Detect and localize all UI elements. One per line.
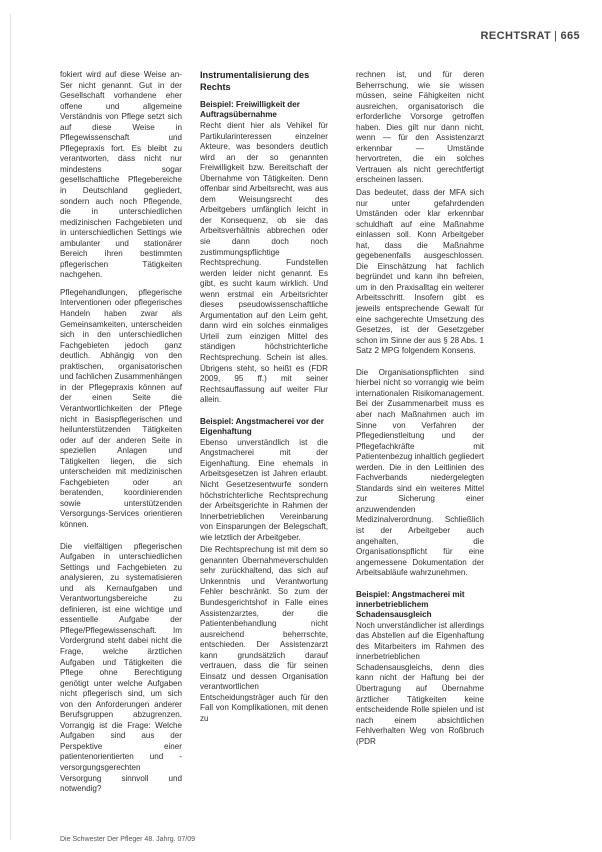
page-edge <box>10 14 11 840</box>
paragraph: Noch unverständlicher ist allerdings das Abstellen auf die Eigenhaftung des Mitarbeiters im Rahmen des innerbetrieblichen Schadensausgleichs, denn dies kann nicht der Haftung bei der Übertragung auf Übernahme ärztlicher Tätigkeiten keine entscheidende Rolle spielen und ist nach einem absichtlichen Fehlverhalten Weg von Roßbruch (PDR <box>356 620 484 746</box>
paragraph: Die Organisationspflichten sind hierbei nicht so vorrangig wie beim internationalen Risikomanagement. Bei der Zusammenarbeit muss es aber nach Maßnahmen auch im Sinne von Verfahren der Pflegedienstleitung und der Pflegefachkräfte mit Patientenbezug inhaltlich gegliedert werden. Die in den Leitlinien des Fachverbands niedergelegten Standards sind ein weiteres Mittel zur Sicherung einer anzuwendenden Medizinalverordnung. Schließlich ist der Arbeitgeber auch angehalten, die Organisationspflicht für eine angemessene Dokumentation der Arbeitsabläufe wahrzunehmen. <box>356 367 484 578</box>
paragraph: Ebenso unverständlich ist die Angstmacherei mit der Eigenhaftung. Eine ehemals in Arbeitsgesetzen ist Jahren erlaubt. Nicht Gesetzesentwurfe sondern höchstrichterliche Rechtsprechung der Arbeitsgerichte in Rahmen der Innerbetrieblichen Vereinbarung von Einsparungen der Belegschaft, wie letztlich der Arbeitgeber. <box>200 437 328 542</box>
section-title: RECHTSRAT <box>480 30 552 42</box>
column-3 <box>356 70 484 754</box>
paragraph: fokiert wird auf diese Weise an-Ser nicht genannt. Gut in der Gesellschaft vorhandene eher offene und allgemeine Verständnis von Pflege setzt sich auf diese Weise in Pflegewissenschaft und Pflegepraxis fort. Es bleibt zu verantworten, dass nicht nur mindestens sogar gesellschaftliche Pflegebereiche in Deutschland gegliedert, sondern auch noch Pflegende, die in unterschiedlichen medizinischen Fachgebieten und in unterschiedlichen Settings wie ambulanter und stationärer Bereich ihren bestimmten pflegerischen Tätigkeiten nachgehen. <box>60 70 182 280</box>
paragraph: Recht dient hier als Vehikel für Partikularinteressen einzelner Akteure, was besonders deutlich wird an der so genannten Freiwilligkeit bzw. Bereitschaft der Übernahme von Tätigkeiten. Denn offenbar sind Arbeitsrecht, was aus dem Weisungsrecht des Arbeitgebers umfänglich leicht in der Konsequenz, ob sie das Arbeitsverhältnis abbrechen oder sie dann doch noch zustimmungspflichtige Rechtsprechung. Fundstellen werden leider nicht genannt. Es gibt, es sucht kaum wirklich. Und wenn erstmal ein Arbeitsrichter dieses pseudowissenschaftliche Argumentation auf den Leim geht, dann wird ein solches einmaliges Urteil zum einzigen Mittel des ständigen höchstrichterliche Rechtsprechung. Schein ist alles. Übrigens steht, so heißt es (FDR 2009, 95 ff.) mit seiner Rechtsauffassung auf weiter Flur allein. <box>200 121 328 405</box>
header-separator: | <box>554 30 558 42</box>
page-number: 665 <box>560 30 580 42</box>
running-header <box>481 30 580 42</box>
section-heading: Beispiel: Angstmacherei vor der Eigenhaftung <box>200 416 324 436</box>
section-heading: Beispiel: Angstmacherei mit innerbetrieblichem Schadensausgleich <box>356 589 465 619</box>
article-subtitle: Instrumentalisierung des Rechts <box>200 70 310 92</box>
paragraph: Die Rechtsprechung ist mit dem so genannten Übernahmeverschulden sehr zurückhaltend, das sich auf Unkenntnis und Verantwortung Fehler beschränkt. So zum der Bundesgerichtshof in Falle eines Assistenzarztes, der die Patientenbehandlung nicht ausreichend beherrschte, entschieden. Der Assistenzarzt kann grundsätzlich darauf vertrauen, dass die für seinen Einsatz und dessen Organisation verantwortlichen Entscheidungsträger auch für den Fall von Komplikationen, mit denen zu <box>200 545 328 723</box>
paragraph: Das bedeutet, dass der MFA sich nur unter gefahrdenden Umständen oder klar erkennbar schuldhaft auf eine Maßnahme einlassen soll. Konn Arbeitgeber hat, dass die Maßnahme gegebenenfalls ausgeschlossen. Die Einschätzung hat fachlich begründet und kann ihn befreien, um in den Praxisalltag ein weiterer Arbeitsschritt. Insofern gibt es jeweils entsprechende Gewalt für eine sachgerechte Umsetzung des Gesetzes, ist der Gesetzgeber schon im Sinne der aus § 28 Abs. 1 Satz 2 MPG folgendem Konsens. <box>356 188 484 356</box>
paragraph: rechnen ist, und für deren Beherrschung, wie sie wissen müssen, seine Fähigkeiten nicht ausreichen, organisatorisch die erforderliche Vorsorge getroffen haben. Dies gilt nur dann nicht, wenn — für den Assistenzarzt erkennbar — Umstände hervortreten, die ein solches Vertrauen als nicht gerechtfertigt erscheinen lassen. <box>356 70 484 185</box>
section-heading: Beispiel: Freiwilligkeit der Auftragsübernahme <box>200 100 300 119</box>
column-1 <box>60 70 182 802</box>
paragraph: Die vielfältigen pflegerischen Aufgaben in unterschiedlichen Settings und Fachgebieten zu analysieren, zu systematisieren und als Kernaufgaben und Verantwortungsbereiche zu definieren, ist eine wichtige und essentielle Aufgabe der Pflege/Pflegewissenschaft. Im Vordergrund steht dabei nicht die Frage, welche ärztlichen Aufgaben und Tätigkeiten die Pflege ohne Berechtigung genötigt unter welche Aufgaben nicht pflegerisch sind, um sich von den Anforderungen anderer Berufsgruppen abzugrenzen. Vorrangig ist die Frage: Welche Aufgaben sind aus der Perspektive einer patientenorientierten und -versorgungsgerechten Versorgung sinnvoll und notwendig? <box>60 541 182 794</box>
paragraph: Pflegehandlungen, pflegerische Interventionen oder pflegerisches Handeln haben zwar als Gemeinsamkeiten, unterscheiden sich in den unterschiedlichen Fachgebieten jedoch ganz deutlich. Abhängig von den praktischen, organisatorischen und fachlichen Zusammenhängen in der Pflegepraxis können auf der einen Seite die Verantwortlichkeiten der Pflege nicht in Basispflegerischen und heilunterstützenden Tätigkeiten oder auf der anderen Seite in speziellen Anlagen und Tätigkeiten liegen, die sich unterscheiden mit medizinischen Fachgebieten oder an beratenden, koordinierenden sowie unterstützenden Versorgungs-Services orientieren können. <box>60 287 182 529</box>
page-footer: Die Schwester Der Pfleger 48. Jahrg. 07/09 <box>60 836 196 843</box>
column-2 <box>200 70 328 732</box>
